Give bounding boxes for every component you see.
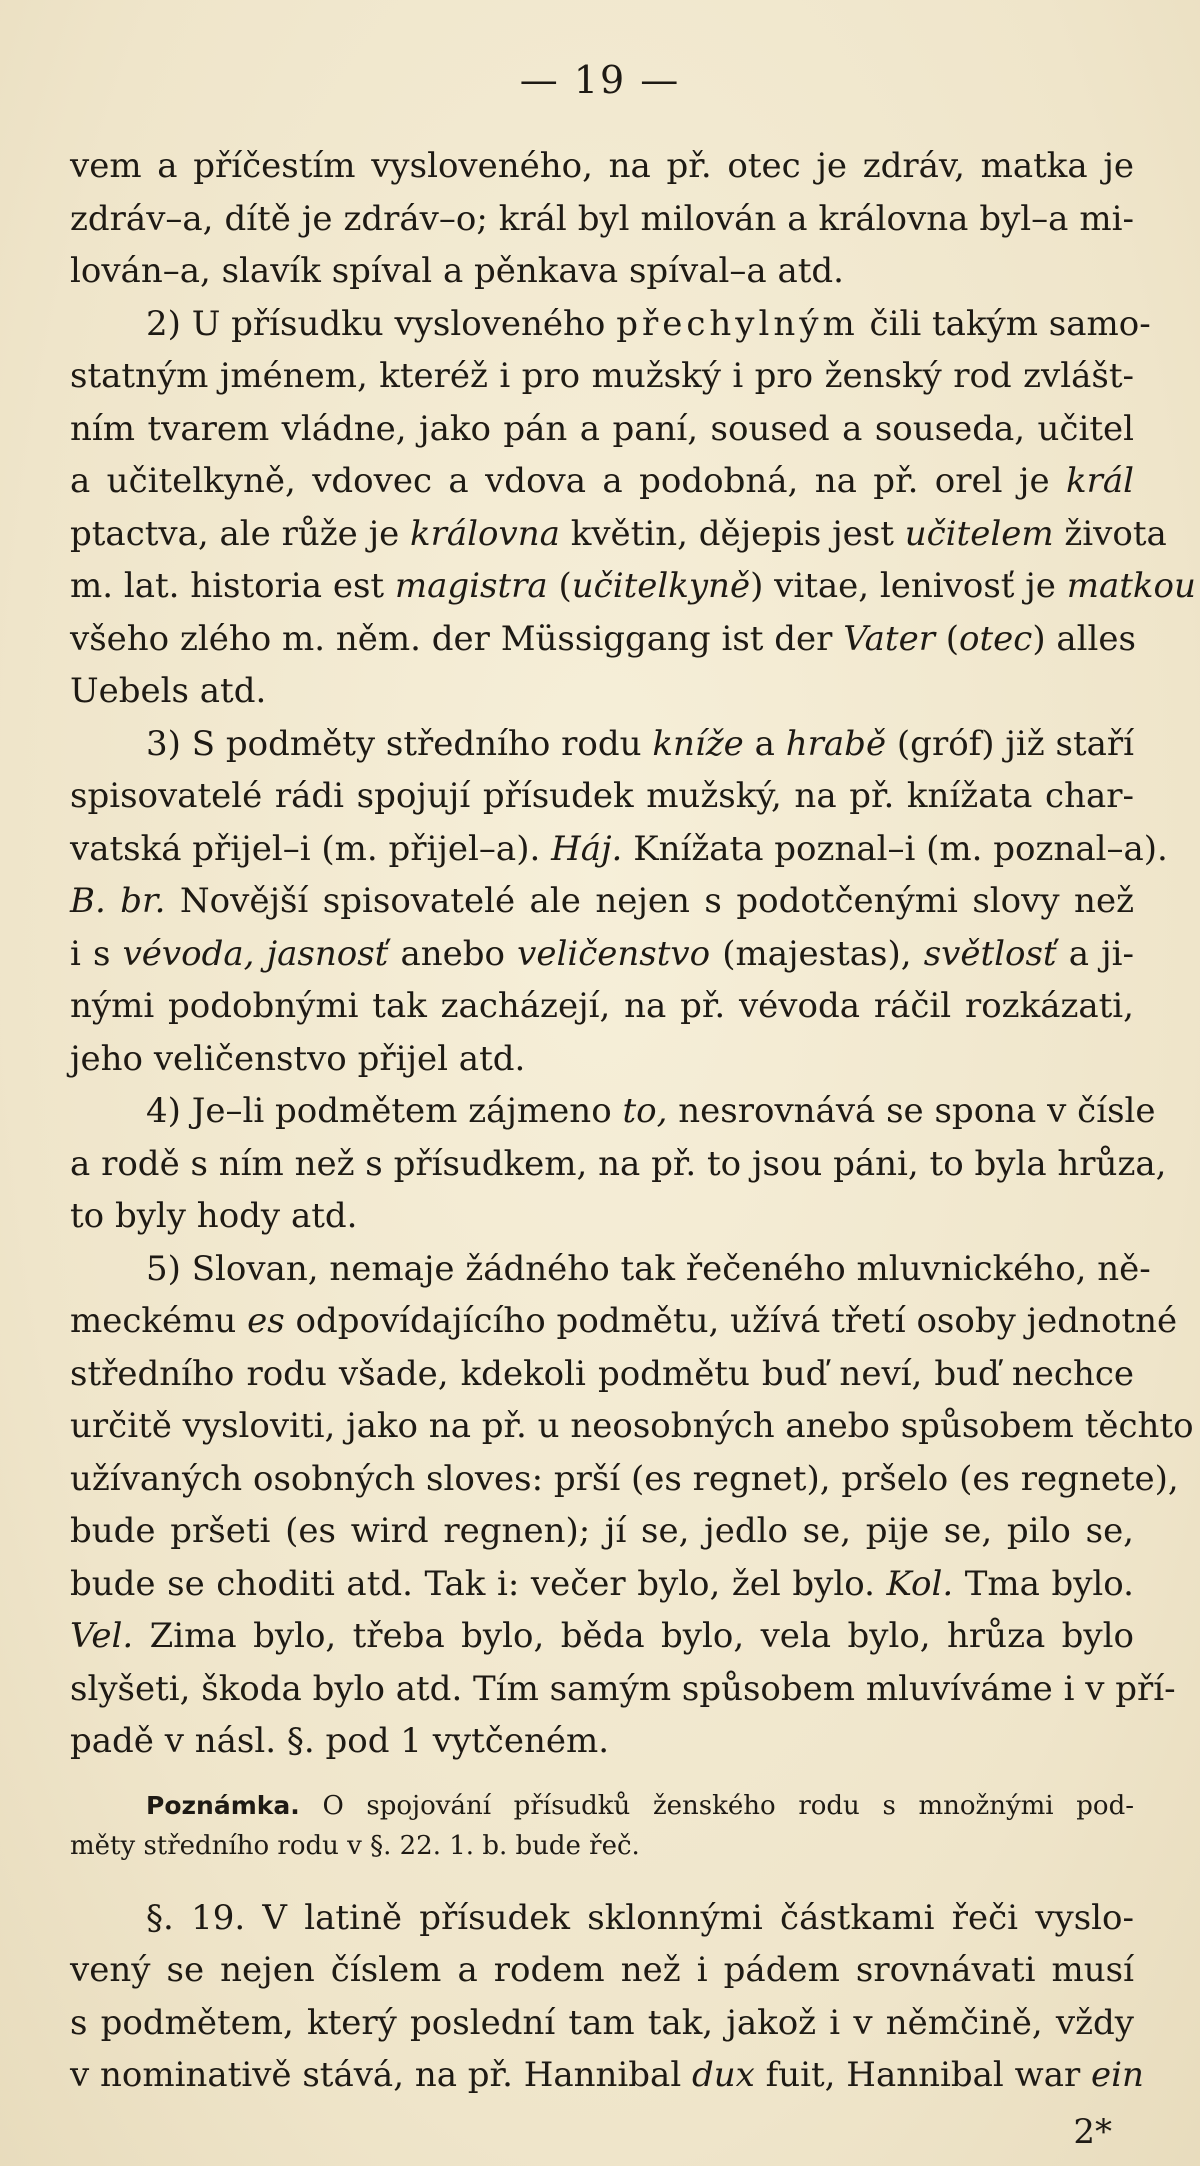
text-line: lován–a, slavík spíval a pěnkava spíval–a atd. bbox=[70, 251, 844, 291]
italic-term: veličenstvo bbox=[517, 933, 711, 974]
text-run: 3) S podměty středního rodu bbox=[146, 723, 642, 764]
text-run: vatská přijel–i (m. přijel–a). bbox=[70, 828, 541, 869]
italic-term: otec bbox=[959, 618, 1033, 659]
text-line bbox=[70, 1610, 1134, 1663]
note-line bbox=[70, 1786, 1134, 1826]
text-run: a učitelkyně, vdovec a vdova a podobná, na př. orel je bbox=[70, 461, 1050, 501]
text-line: statným jménem, kteréž i pro mužský i pro ženský rod zvlášt- bbox=[70, 356, 1134, 396]
text-line bbox=[70, 560, 1196, 613]
text-line: nými podobnými tak zacházejí, na př. vévoda ráčil rozkázati, bbox=[70, 986, 1134, 1026]
page-number: — 19 — bbox=[519, 58, 681, 102]
italic-term: magistra bbox=[394, 566, 548, 606]
citation: Háj. bbox=[551, 828, 623, 869]
italic-term: královna bbox=[410, 513, 560, 554]
text-line bbox=[70, 928, 1134, 981]
citation: Vel. bbox=[70, 1616, 134, 1656]
text-line bbox=[70, 2049, 1144, 2102]
text-line bbox=[70, 455, 1134, 508]
italic-term: ein bbox=[1091, 2055, 1144, 2095]
text-run: květin, dějepis jest bbox=[570, 513, 894, 554]
text-line: zdráv–a, dítě je zdráv–o; král byl milován a královna byl–a mi- bbox=[70, 198, 1134, 239]
text-line: slyšeti, škoda bylo atd. Tím samým spůsobem mluvíváme i v pří- bbox=[70, 1668, 1176, 1709]
text-run: ( bbox=[945, 618, 960, 659]
italic-term: král bbox=[1066, 461, 1135, 501]
text-run: Novější spisovatelé ale nejen s podotčenými slovy než bbox=[179, 881, 1134, 921]
italic-term: učitelem bbox=[904, 513, 1054, 554]
text-line bbox=[70, 823, 1168, 876]
italic-term: to, bbox=[622, 1091, 668, 1131]
text-line: padě v násl. §. pod 1 vytčeném. bbox=[70, 1721, 610, 1761]
text-line bbox=[70, 613, 1137, 666]
text-run: (gróf) již staří bbox=[896, 723, 1135, 764]
text-line bbox=[70, 875, 1134, 928]
text-run: odpovídajícího podmětu, užívá třetí osoby jednotné bbox=[295, 1301, 1178, 1341]
text-line bbox=[70, 1558, 1134, 1611]
text-run: i s bbox=[70, 933, 111, 974]
text-line: Uebels atd. bbox=[70, 671, 267, 711]
page-body bbox=[70, 140, 1196, 2102]
text-run: ( bbox=[558, 566, 572, 606]
text-run: v nominativě stává, na př. Hannibal bbox=[70, 2055, 682, 2095]
spacer bbox=[70, 1768, 1134, 1786]
text-line: s podmětem, který poslední tam tak, jakož i v němčině, vždy bbox=[70, 2002, 1134, 2043]
italic-term: učitelkyně bbox=[571, 566, 751, 606]
text-line: to byly hody atd. bbox=[70, 1196, 358, 1236]
text-line bbox=[70, 508, 1167, 561]
text-run: 4) Je–li podmětem zájmeno bbox=[146, 1091, 612, 1131]
text-run: Tma bylo. bbox=[964, 1563, 1134, 1604]
italic-term: světlosť bbox=[923, 933, 1057, 974]
citation: B. br. bbox=[70, 881, 166, 921]
text-run: fuit, Hannibal war bbox=[765, 2055, 1081, 2095]
text-run: (majestas), bbox=[722, 933, 912, 974]
text-line: ním tvarem vládne, jako pán a paní, soused a souseda, učitel bbox=[70, 408, 1134, 449]
text-line: jeho veličenstvo přijel atd. bbox=[70, 1038, 526, 1079]
text-run: 2) U přísudku vysloveného bbox=[146, 303, 606, 344]
italic-term: matkou bbox=[1066, 566, 1196, 606]
text-run: ) alles bbox=[1032, 618, 1137, 659]
text-run: bude se choditi atd. Tak i: večer bylo, žel bylo. bbox=[70, 1563, 875, 1604]
section-heading-line: §. 19. V latině přísudek sklonnými částkami řeči vyslo- bbox=[146, 1897, 1134, 1938]
text-line bbox=[70, 718, 1134, 771]
italic-term: kníže bbox=[652, 723, 744, 764]
text-run: a ji- bbox=[1068, 933, 1135, 974]
italic-term: dux bbox=[692, 2055, 755, 2095]
spaced-term: přechylným bbox=[616, 303, 859, 344]
text-run: čili takým samo- bbox=[869, 303, 1151, 344]
italic-term: hrabě bbox=[785, 723, 887, 764]
note-heading: Poznámka. bbox=[146, 1790, 300, 1820]
spacer bbox=[70, 1866, 1134, 1892]
text-line: užívaných osobných sloves: prší (es regnet), pršelo (es regnete), bbox=[70, 1458, 1179, 1499]
text-run: Zima bylo, třeba bylo, běda bylo, vela bylo, hrůza bylo bbox=[149, 1616, 1134, 1656]
text-run: Knížata poznal–i (m. poznal–a). bbox=[633, 828, 1168, 869]
italic-term: Vater bbox=[843, 618, 935, 659]
text-line: určitě vysloviti, jako na př. u neosobných anebo spůsobem těchto bbox=[70, 1406, 1194, 1446]
text-line: bude pršeti (es wird regnen); jí se, jedlo se, pije se, pilo se, bbox=[70, 1511, 1134, 1551]
text-line: a rodě s ním než s přísudkem, na př. to jsou páni, to byla hrůza, bbox=[70, 1143, 1167, 1184]
text-line: spisovatelé rádi spojují přísudek mužský, na př. knížata char- bbox=[70, 776, 1134, 816]
signature-mark: 2* bbox=[1073, 2112, 1112, 2152]
text-run: anebo bbox=[400, 933, 505, 974]
text-run: nesrovnává se spona v čísle bbox=[678, 1091, 1156, 1131]
text-run: všeho zlého m. něm. der Müssiggang ist der bbox=[70, 618, 833, 659]
text-line: středního rodu všade, kdekoli podmětu buď neví, buď nechce bbox=[70, 1353, 1134, 1394]
italic-term: vévoda, jasnosť bbox=[122, 933, 389, 974]
text-line bbox=[70, 1085, 1156, 1138]
text-run: ptactva, ale růže je bbox=[70, 513, 400, 554]
text-line bbox=[70, 1295, 1178, 1348]
text-line: vem a příčestím vysloveného, na př. otec je zdráv, matka je bbox=[70, 146, 1134, 186]
text-line bbox=[70, 298, 1151, 351]
citation: Kol. bbox=[886, 1563, 954, 1604]
text-run: ) vitae, lenivosť je bbox=[750, 566, 1056, 606]
text-run: života bbox=[1064, 513, 1167, 554]
note-line: měty středního rodu v §. 22. 1. b. bude řeč. bbox=[70, 1830, 640, 1861]
text-run: meckému bbox=[70, 1301, 237, 1341]
text-line: vený se nejen číslem a rodem než i pádem srovnávati musí bbox=[70, 1950, 1134, 1990]
italic-term: es bbox=[247, 1301, 285, 1341]
text-run: a bbox=[754, 723, 775, 764]
text-line: 5) Slovan, nemaje žádného tak řečeného mluvnického, ně- bbox=[146, 1248, 1151, 1289]
text-run: m. lat. historia est bbox=[70, 566, 385, 606]
text-run: O spojování přísudků ženského rodu s množnými pod- bbox=[322, 1790, 1134, 1821]
